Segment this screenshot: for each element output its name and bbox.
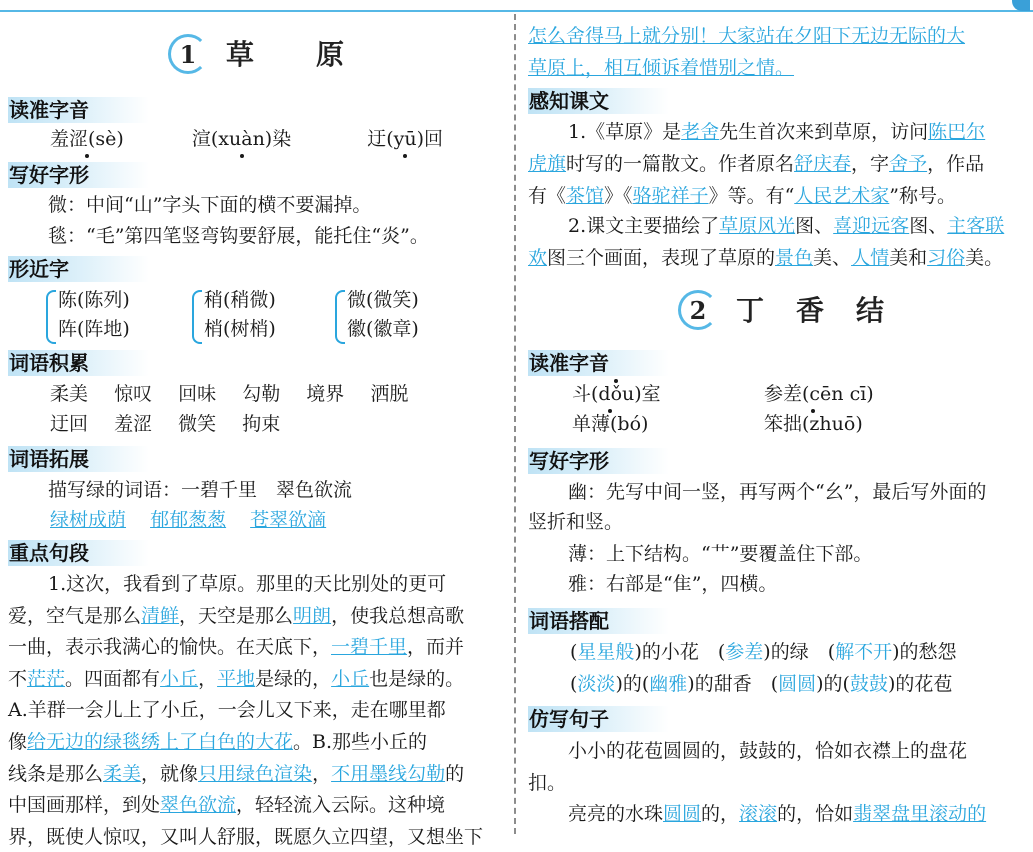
answer-text: 小丘 <box>160 667 199 690</box>
imitate-answer-line <box>568 800 986 829</box>
answer-text: 给无边的绿毯绣上了白色的大花 <box>27 731 294 753</box>
key-line <box>48 570 446 599</box>
top-rule <box>0 10 1033 12</box>
body-text: 亮亮的水珠 <box>568 803 664 825</box>
heading-write2: 写好字形 <box>528 448 669 474</box>
body-text: 1.这次，我看到了草原。那里的天比别处的更可 <box>48 573 447 595</box>
vocab-word: 境界 <box>306 383 345 405</box>
perceive-line <box>568 118 985 147</box>
imitate-line: 小小的花苞圆圆的，鼓鼓的，恰如衣襟上的盘花 <box>568 740 968 762</box>
pron2-item <box>764 410 863 439</box>
body-text: 美和 <box>889 247 928 269</box>
collocate-answer: 淡淡 <box>577 673 616 695</box>
answer-text: 小丘 <box>331 667 370 690</box>
key-line <box>8 696 446 725</box>
key-line <box>8 728 427 757</box>
body-text: 先生首次来到草原，访问 <box>719 121 929 143</box>
body-text: 也是绿的。 <box>369 667 465 690</box>
column-divider <box>514 14 516 834</box>
body-text: ，轻轻流入云际。这种境 <box>236 794 446 817</box>
body-text: 》《 <box>604 185 633 207</box>
answer-text: 圆圆 <box>663 803 702 825</box>
pron2-item <box>572 380 661 409</box>
answer-text: 欢 <box>528 247 548 269</box>
vocab-row <box>50 380 408 409</box>
answer-text: 清鲜 <box>141 604 180 627</box>
body-text: A.羊群一会儿上了小丘，一会儿又下来，走在哪里都 <box>8 699 446 722</box>
body-text: 美、 <box>813 247 852 269</box>
body-text: 不 <box>8 667 28 690</box>
perceive-line <box>568 212 1004 241</box>
body-text: ，作品 <box>927 153 985 175</box>
answer-text: 明朗 <box>293 604 332 627</box>
key-line <box>8 791 445 820</box>
collocate-answer: 解不开 <box>835 641 893 663</box>
answer-text: 骆驼祥子 <box>632 185 709 207</box>
body-text: 中国画那样，到处 <box>8 794 161 817</box>
answer-text: 茫茫 <box>27 667 66 690</box>
similar-item: 陈(陈列) <box>58 289 130 311</box>
body-text: 图三个画面，表现了草原的 <box>547 247 776 269</box>
body-text: 美。 <box>965 247 1004 269</box>
heading-imitate: 仿写句子 <box>528 706 669 732</box>
answer-text: 老舍 <box>681 121 720 143</box>
vocab-word: 拘束 <box>242 413 281 435</box>
heading-vocab: 词语积累 <box>8 350 149 376</box>
perceive-line <box>528 244 1003 273</box>
page-top-bar <box>0 0 1033 13</box>
write-line: 微：中间“山”字头下面的横不要漏掉。 <box>48 194 372 216</box>
collocate-line <box>570 638 957 667</box>
answer-text: 一碧千里 <box>331 636 408 659</box>
body-text: 像 <box>8 731 28 753</box>
pron2-item: 参差(cēn cī) <box>764 383 874 405</box>
body-text: 一曲，表示我满心的愉快。在天底下， <box>8 636 332 659</box>
heading-key: 重点句段 <box>8 540 149 566</box>
key-line <box>8 760 464 789</box>
write2-line: 竖折和竖。 <box>528 511 624 533</box>
similar-item: 阵(阵地) <box>58 318 130 340</box>
answer-text: 舒庆春 <box>794 153 852 175</box>
similar-item: 微(微笑) <box>347 289 419 311</box>
expand-answer: 绿树成荫 <box>50 509 127 531</box>
answer-text: 主客联 <box>947 215 1005 237</box>
collocate-answer: 星星般 <box>577 641 635 663</box>
answer-text: 喜迎远客 <box>833 215 910 237</box>
continued-text: 怎么舍得马上就分别！大家站在夕阳下无边无际的大 <box>528 25 966 47</box>
collocate-text: )的绿 ( <box>763 641 836 663</box>
collocate-answer: 鼓鼓 <box>849 673 888 695</box>
heading-write: 写好字形 <box>8 162 149 188</box>
perceive-line <box>528 150 984 179</box>
vocab-word: 勾勒 <box>242 383 281 405</box>
lesson1-title-text: 草 原 <box>226 37 347 71</box>
body-text: ， <box>312 762 332 785</box>
vocab-word: 惊叹 <box>114 383 153 405</box>
pron2-text: 斗(dǒu)室 <box>572 380 661 409</box>
answer-text: 翡翠盘里滚动的 <box>853 803 987 825</box>
collocate-text: ( <box>570 641 578 663</box>
key-line <box>8 602 464 631</box>
pron2-item <box>572 410 648 439</box>
vocab-word: 迂回 <box>50 413 89 435</box>
heading-pron: 读准字音 <box>8 97 149 123</box>
body-text: 时写的一篇散文。作者原名 <box>566 153 795 175</box>
heading-collocate: 词语搭配 <box>528 608 669 634</box>
brace <box>46 290 56 344</box>
collocate-text: )的愁怨 <box>892 641 957 663</box>
body-text: 。B.那些小丘的 <box>293 731 428 753</box>
heading-similar: 形近字 <box>8 256 149 282</box>
vocab-word: 回味 <box>178 383 217 405</box>
answer-text: 人民艺术家 <box>794 185 890 207</box>
similar-item: 梢(树梢) <box>204 318 276 340</box>
body-text: 图、 <box>795 215 834 237</box>
key-line <box>8 633 464 662</box>
vocab-word: 洒脱 <box>370 383 409 405</box>
heading-perceive: 感知课文 <box>528 88 669 114</box>
pron2-text: 单薄(bó) <box>572 410 648 439</box>
lesson1-title <box>168 34 346 74</box>
body-text: ，天空是那么 <box>179 604 294 627</box>
collocate-text: )的小花 ( <box>634 641 726 663</box>
pron-item: 渲(xuàn)染 <box>192 125 291 154</box>
vocab-word: 微笑 <box>178 413 217 435</box>
lesson1-number: 1 <box>168 34 208 74</box>
collocate-answer: 参差 <box>725 641 764 663</box>
write2-line: 雅：右部是“隹”，四横。 <box>568 573 778 595</box>
body-text: 》等。有“ <box>708 185 795 207</box>
answer-text: 人情 <box>851 247 890 269</box>
collocate-text: )的甜香 ( <box>687 673 779 695</box>
answer-text: 景色 <box>775 247 814 269</box>
body-text: 的，恰如 <box>777 803 854 825</box>
body-text: 1.《草原》是 <box>568 121 682 143</box>
body-text: 线条是那么 <box>8 762 104 785</box>
collocate-text: )的( <box>816 673 850 695</box>
answer-text: 不用墨线勾勒 <box>331 762 446 785</box>
answer-text: 柔美 <box>103 762 142 785</box>
answer-text: 虎旗 <box>528 153 567 175</box>
body-text: 的， <box>701 803 740 825</box>
body-text: 。四面都有 <box>65 667 161 690</box>
write-line: 毯：“毛”第四笔竖弯钩要舒展，能托住“炎”。 <box>48 225 429 247</box>
similar-item: 徽(徽章) <box>347 318 419 340</box>
pron2-text: 笨拙(zhuō) <box>764 410 863 439</box>
expand-answers <box>50 506 326 535</box>
body-text: 图、 <box>909 215 948 237</box>
collocate-answer: 圆圆 <box>778 673 817 695</box>
expand-answer: 苍翠欲滴 <box>250 509 327 531</box>
key-line <box>8 665 464 694</box>
perceive-line <box>528 182 956 211</box>
body-text: ，而并 <box>407 636 465 659</box>
similar-item: 稍(稍微) <box>204 289 276 311</box>
answer-text: 滚滚 <box>739 803 778 825</box>
body-text: 界，既使人惊叹，又叫人舒服，既愿久立四望，又想坐下 <box>8 825 484 848</box>
pron-item: 迂(yū)回 <box>367 125 443 154</box>
vocab-word: 柔美 <box>50 383 89 405</box>
collocate-text: )的花苞 <box>887 673 953 695</box>
expand-line: 描写绿的词语：一碧千里 翠色欲流 <box>48 479 353 501</box>
imitate-line: 扣。 <box>528 772 567 794</box>
write2-line: 薄：上下结构。“艹”要覆盖住下部。 <box>568 543 873 565</box>
answer-text: 陈巴尔 <box>928 121 986 143</box>
lesson2-title-text: 丁 香 结 <box>736 293 887 327</box>
write2-line: 幽：先写中间一竖，再写两个“幺”，最后写外面的 <box>568 481 987 503</box>
key-line <box>8 823 483 852</box>
vocab-word: 羞涩 <box>114 413 153 435</box>
body-text: ， <box>198 667 218 690</box>
pron-row <box>50 125 443 154</box>
body-text: 的 <box>445 762 465 785</box>
brace <box>335 290 345 344</box>
body-text: 2.课文主要描绘了 <box>568 215 720 237</box>
collocate-answer: 幽雅 <box>649 673 688 695</box>
heading-pron2: 读准字音 <box>528 350 669 376</box>
continued-text: 草原上，相互倾诉着惜别之情。 <box>528 57 795 79</box>
lesson2-title <box>678 290 886 330</box>
continued-line <box>528 22 965 51</box>
expand-answer: 郁郁葱葱 <box>150 509 227 531</box>
vocab-row <box>50 410 280 439</box>
heading-expand: 词语拓展 <box>8 446 149 472</box>
collocate-text: ( <box>570 673 578 695</box>
answer-text: 翠色欲流 <box>160 794 237 817</box>
body-text: 是绿的， <box>255 667 332 690</box>
body-text: ，使我总想高歌 <box>331 604 465 627</box>
collocate-text: )的( <box>615 673 650 695</box>
lesson2-number: 2 <box>678 290 718 330</box>
body-text: ”称号。 <box>889 185 957 207</box>
continued-line <box>528 54 794 83</box>
pron-item: 羞涩(sè) <box>50 125 124 154</box>
answer-text: 习俗 <box>927 247 966 269</box>
body-text: ，就像 <box>141 762 199 785</box>
answer-text: 舍予 <box>889 153 928 175</box>
answer-text: 平地 <box>217 667 256 690</box>
answer-text: 茶馆 <box>566 185 605 207</box>
brace <box>192 290 202 344</box>
body-text: 爱，空气是那么 <box>8 604 142 627</box>
body-text: 有《 <box>528 185 567 207</box>
collocate-line <box>570 670 952 699</box>
body-text: ，字 <box>851 153 890 175</box>
answer-text: 草原风光 <box>719 215 796 237</box>
answer-text: 只用绿色渲染 <box>198 762 313 785</box>
